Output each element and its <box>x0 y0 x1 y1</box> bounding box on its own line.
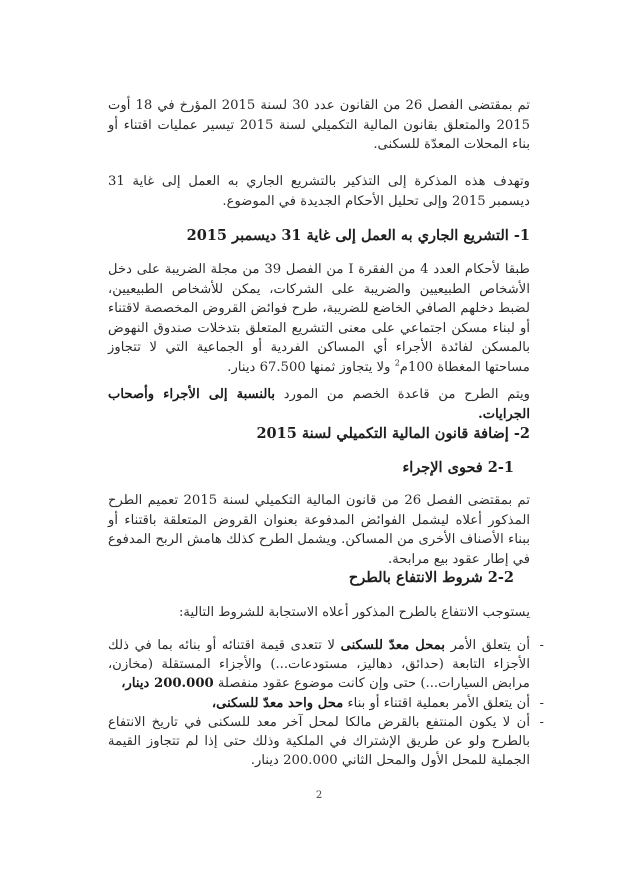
condition-emphasis: بمحل معدّ للسكنى <box>340 638 446 653</box>
condition-text: أن يتعلق الأمر بعملية اقتناء أو بناء <box>343 695 530 711</box>
measure-content-paragraph: تم بمقتضى الفصل 26 من قانون المالية التكميلي لسنة 2015 تعميم الطرح المذكور أعلاه ليشمل الفوائض المدفوعة بعنوان القروض المتعلقة باقتناء أو ببناء الأصناف الأخرى من المساكن. ويشمل الطرح كذلك هامش الربح المدفوع في إطار عقود بيع مرابحة. <box>108 493 530 567</box>
legislation-text-end: ولا يتجاوز ثمنها 67.500 دينار. <box>227 359 395 375</box>
section-1-heading: 1- التشريع الجاري به العمل إلى غاية 31 ديسمبر 2015 <box>186 227 530 244</box>
condition-item <box>108 636 544 694</box>
current-legislation-paragraph <box>108 260 530 377</box>
section-2-1-heading: 2-1 فحوى الإجراء <box>402 459 514 476</box>
condition-item <box>108 713 544 771</box>
condition-item <box>108 694 544 713</box>
condition-text: أن يتعلق الأمر <box>445 638 531 653</box>
condition-text: لا تتعدى قيمة اقتنائه أو بنائه بما في ذلك الأجزاء التابعة (حدائق، دهاليز، مستودعات...) والأجزاء المستقلة (مخازن، مرابض السيارات...) حتى وإن كانت موضوع عقود منفصلة <box>108 638 530 692</box>
withholding-text: ويتم الطرح من قاعدة الخصم من المورد <box>275 387 530 402</box>
withholding-paragraph <box>108 385 530 424</box>
condition-emphasis: محل واحد معدّ للسكنى، <box>211 695 344 711</box>
section-2-2-heading: 2-2 شروط الانتفاع بالطرح <box>348 569 514 586</box>
conditions-list <box>108 636 544 770</box>
purpose-paragraph: وتهدف هذه المذكرة إلى التذكير بالتشريع الجاري به العمل إلى غاية 31 ديسمبر 2015 وإلى تحليل الأحكام الجديدة في الموضوع. <box>108 174 530 209</box>
condition-text: أن لا يكون المنتفع بالقرض مالكا لمحل آخر معد للسكنى في تاريخ الانتفاع بالطرح ولو عن طريق الإشتراك في الملكية وذلك حتى إذا لم تتجاوز القيمة الجملية للمحل الأول والمحل الثاني 200.000 دينار. <box>108 714 530 769</box>
square-meter-superscript: 2 <box>394 358 400 368</box>
intro-paragraph: تم بمقتضى الفصل 26 من القانون عدد 30 لسنة 2015 المؤرخ في 18 أوت 2015 والمتعلق بقانون المالية التكميلي لسنة 2015 تيسير عمليات اقتناء أو بناء المحلات المعدّة للسكنى. <box>108 98 531 152</box>
legislation-text: طبقا لأحكام العدد 4 من الفقرة I من الفصل 39 من مجلة الضريبة على دخل الأشخاص الطبيعيين والضريبة على الشركات، يمكن للأشخاص الطبيعيين، لضبط دخلهم الصافي الخاضع للضريبة، طرح فوائض القروض المخصصة لاقتناء أو لبناء مسكن اجتماعي على معنى التشريع المتعلق بتدخلات صندوق النهوض بالمسكن لفائدة الأجراء أي المساكن الفردية أو الجماعية التي لا تتجاوز مساحتها المغطاة 100م <box>108 262 530 375</box>
page-number: 2 <box>315 790 323 801</box>
condition-amount: 200.000 دينار، <box>121 676 214 692</box>
section-2-heading: 2- إضافة قانون المالية التكميلي لسنة 2015 <box>256 425 530 442</box>
conditions-intro-paragraph: يستوجب الانتفاع بالطرح المذكور أعلاه الاستجابة للشروط التالية: <box>178 605 530 620</box>
withholding-emphasis: بالنسبة إلى الأجراء وأصحاب الجرايات. <box>108 387 530 422</box>
